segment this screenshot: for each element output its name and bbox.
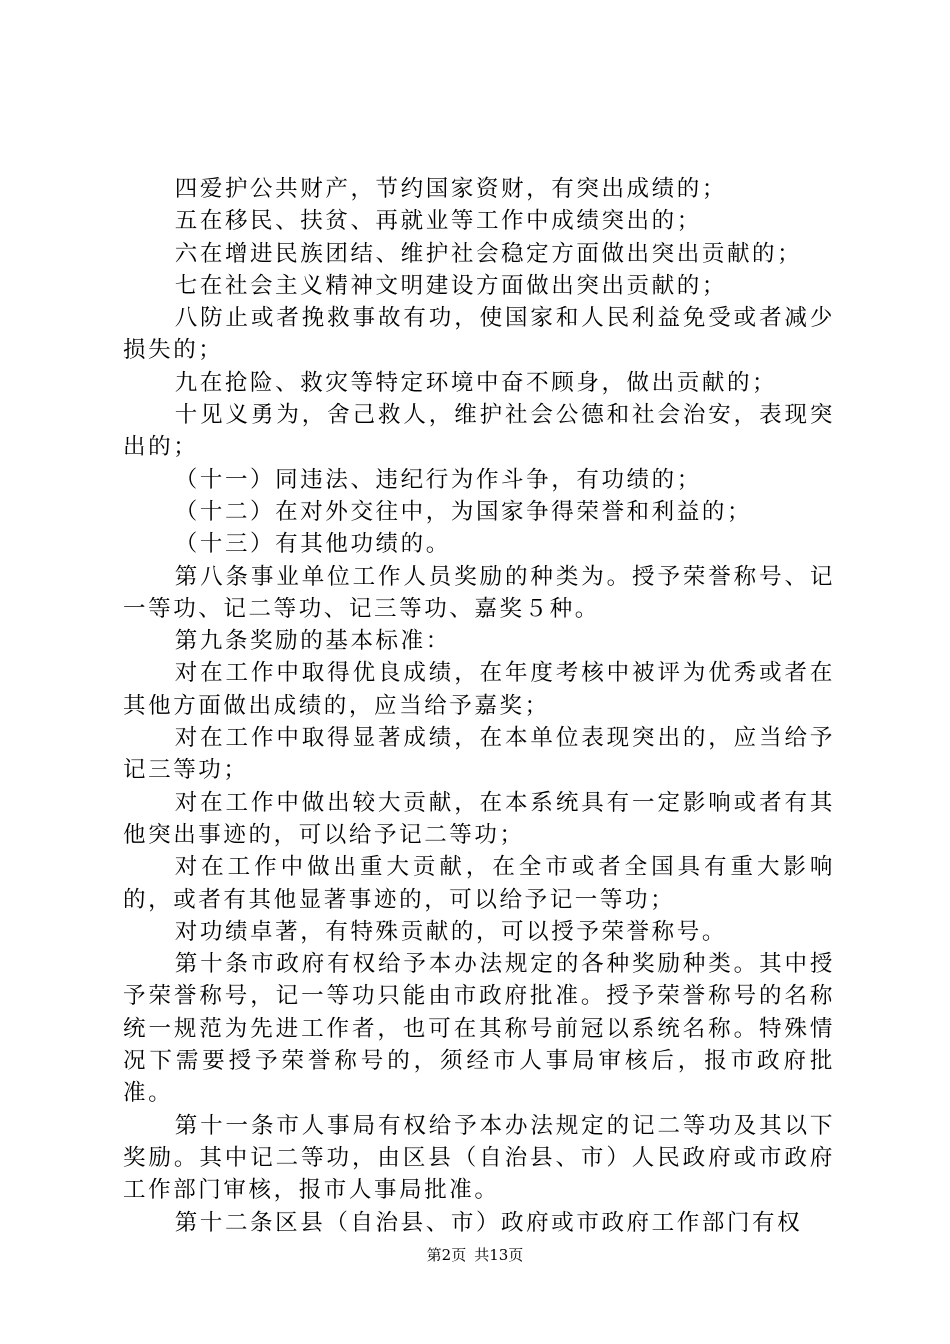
paragraph: 第八条事业单位工作人员奖励的种类为。授予荣誉称号、记一等功、记二等功、记三等功、嘉奖５种。 <box>123 563 835 622</box>
page-number: 第2页 <box>426 1246 467 1264</box>
paragraph: 对在工作中取得优良成绩，在年度考核中被评为优秀或者在其他方面做出成绩的，应当给予嘉奖； <box>123 660 835 719</box>
paragraph: （十一）同违法、违纪行为作斗争，有功绩的； <box>174 466 702 493</box>
page-total: 共13页 <box>474 1246 524 1264</box>
paragraph: 对功绩卓著，有特殊贡献的，可以授予荣誉称号。 <box>174 918 727 945</box>
paragraph: 十见义勇为，舍己救人，维护社会公德和社会治安，表现突出的； <box>123 402 835 461</box>
paragraph: 对在工作中取得显著成绩，在本单位表现突出的，应当给予记三等功； <box>123 725 835 784</box>
document-body <box>123 173 835 1239</box>
paragraph: （十三）有其他功绩的。 <box>174 531 451 558</box>
paragraph: 对在工作中做出较大贡献，在本系统具有一定影响或者有其他突出事迹的，可以给予记二等功； <box>123 789 835 848</box>
paragraph: 第十条市政府有权给予本办法规定的各种奖励种类。其中授予荣誉称号，记一等功只能由市政府批准。授予荣誉称号的名称统一规范为先进工作者，也可在其称号前冠以系统名称。特殊情况下需要授予荣誉称号的，须经市人事局审核后，报市政府批准。 <box>123 951 835 1107</box>
paragraph: 八防止或者挽救事故有功，使国家和人民利益免受或者减少损失的； <box>123 305 835 364</box>
paragraph: 五在移民、扶贫、再就业等工作中成绩突出的； <box>174 208 702 235</box>
paragraph: 第十二条区县（自治县、市）政府或市政府工作部门有权 <box>174 1209 803 1236</box>
page-footer <box>0 1245 950 1265</box>
paragraph: 对在工作中做出重大贡献，在全市或者全国具有重大影响的，或者有其他显著事迹的，可以给予记一等功； <box>123 854 835 913</box>
paragraph: （十二）在对外交往中，为国家争得荣誉和利益的； <box>174 498 753 525</box>
paragraph: 第九条奖励的基本标准： <box>174 628 451 655</box>
paragraph: 第十一条市人事局有权给予本办法规定的记二等功及其以下奖励。其中记二等功，由区县（自治县、市）人民政府或市政府工作部门审核，报市人事局批准。 <box>123 1112 835 1204</box>
paragraph: 四爱护公共财产，节约国家资财，有突出成绩的； <box>174 176 727 202</box>
paragraph: 六在增进民族团结、维护社会稳定方面做出突出贡献的； <box>174 240 803 267</box>
paragraph: 九在抢险、救灾等特定环境中奋不顾身，做出贡献的； <box>174 369 778 396</box>
paragraph: 七在社会主义精神文明建设方面做出突出贡献的； <box>174 272 727 299</box>
